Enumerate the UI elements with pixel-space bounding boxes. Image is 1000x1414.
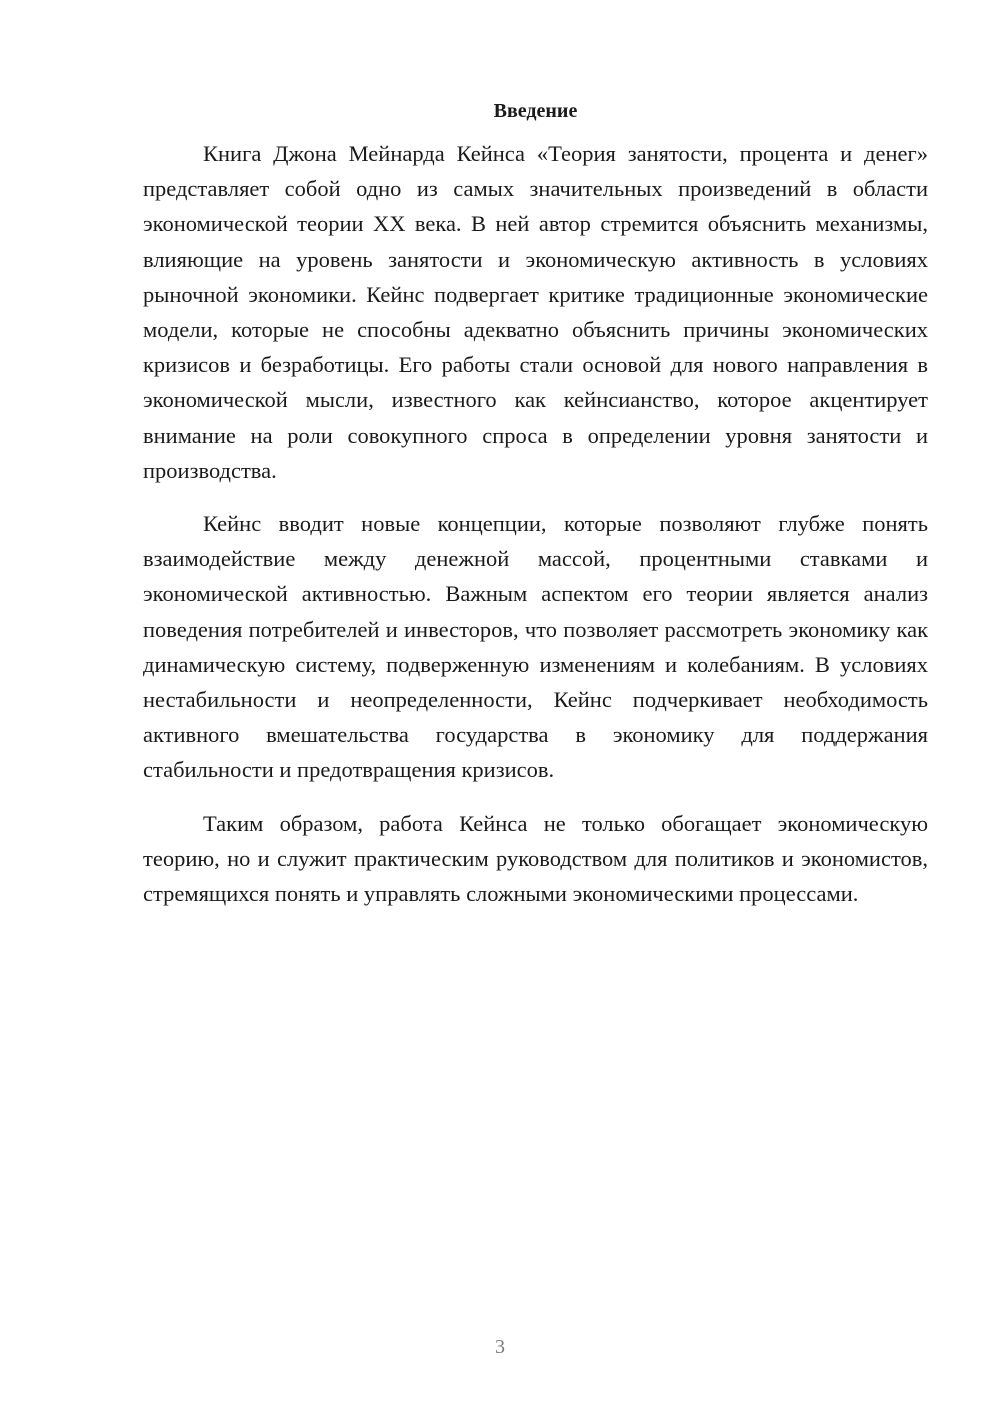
page-content bbox=[143, 96, 928, 929]
paragraph-2: Кейнс вводит новые концепции, которые позволяют глубже понять взаимодействие между денежной массой, процентными ставками и экономической активностью. Важным аспектом его теории является анализ поведения потребителей и инвесторов, что позволяет рассмотреть экономику как динамическую систему, подверженную изменениям и колебаниям. В условиях нестабильности и неопределенности, Кейнс подчеркивает необходимость активного вмешательства государства в экономику для поддержания стабильности и предотвращения кризисов. bbox=[143, 511, 928, 783]
paragraph-3: Таким образом, работа Кейнса не только обогащает экономическую теорию, но и служит практическим руководством для политиков и экономистов, стремящихся понять и управлять сложными экономическими процессами. bbox=[143, 810, 928, 907]
page-number: 3 bbox=[495, 1336, 505, 1358]
section-heading: Введение bbox=[493, 100, 578, 122]
paragraph-1: Книга Джона Мейнарда Кейнса «Теория занятости, процента и денег» представляет собой одно из самых значительных произведений в области экономической теории XX века. В ней автор стремится объяснить механизмы, влияющие на уровень занятости и экономическую активность в условиях рыночной экономики. Кейнс подвергает критике традиционные экономические модели, которые не способны адекватно объяснить причины экономических кризисов и безработицы. Его работы стали основой для нового направления в экономической мысли, известного как кейнсианство, которое акцентирует внимание на роли совокупного спроса в определении уровня занятости и производства. bbox=[143, 141, 928, 483]
